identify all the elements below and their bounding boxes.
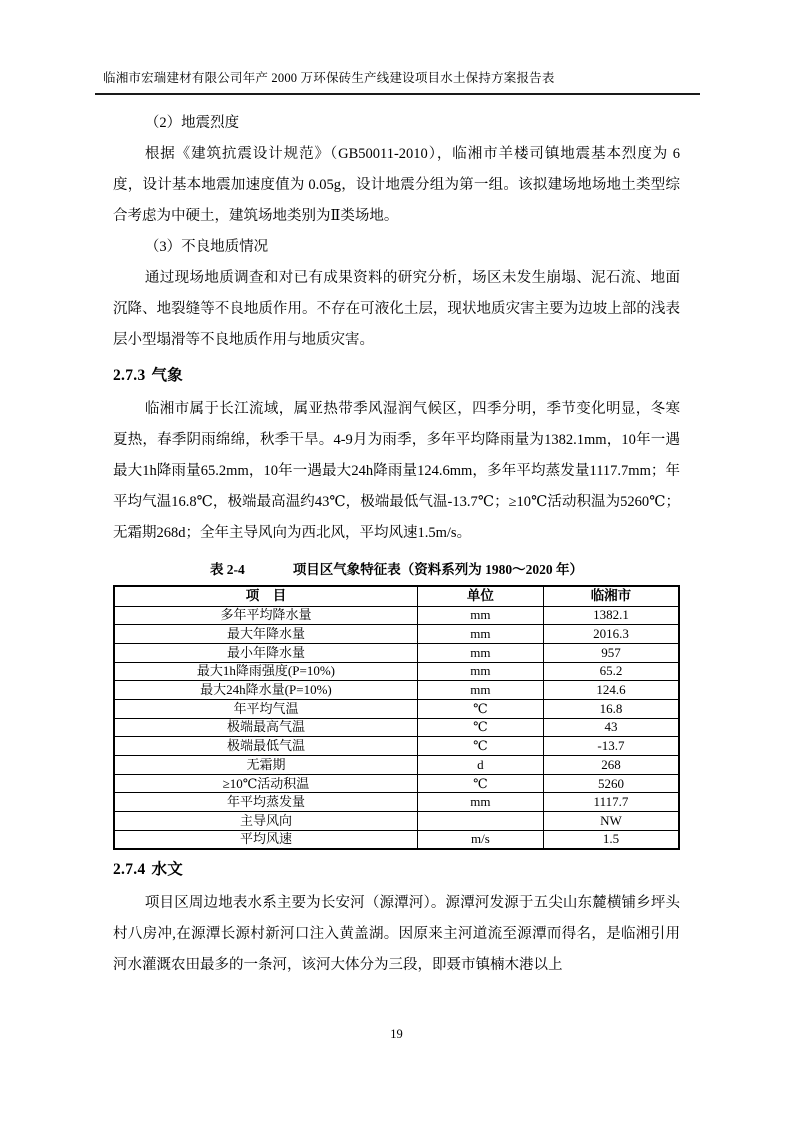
climate-characteristics-table (113, 585, 680, 850)
table-cell: 最大年降水量 (114, 625, 417, 644)
table-cell: 1382.1 (543, 606, 679, 625)
table-row (114, 793, 679, 812)
table-cell: 极端最高气温 (114, 718, 417, 737)
paragraph-hydrology: 项目区周边地表水系主要为长安河（源潭河）。源潭河发源于五尖山东麓横铺乡坪头村八房冲,在源潭长源村新河口注入黄盖湖。因原来主河道流至源潭而得名，是临湘引用河水灌溉农田最多的一条河，该河大体分为三段，即聂市镇楠木港以上 (113, 894, 680, 973)
table-cell: 无霜期 (114, 756, 417, 775)
table-cell: NW (543, 812, 679, 831)
table-cell: mm (417, 625, 543, 644)
table-cell: 最大24h降水量(P=10%) (114, 681, 417, 700)
table-cell: 平均风速 (114, 830, 417, 849)
heading-hydrology (113, 857, 680, 883)
table-cell: 16.8 (543, 699, 679, 718)
heading-meteorology-number: 2.7.3 (113, 367, 146, 384)
table-row (114, 643, 679, 662)
page-number: 19 (390, 1027, 403, 1041)
table-column-header: 项 目 (114, 586, 417, 606)
table-cell: ℃ (417, 718, 543, 737)
table-cell: 1117.7 (543, 793, 679, 812)
table-cell: mm (417, 606, 543, 625)
table-cell: ≥10℃活动积温 (114, 774, 417, 793)
table-row (114, 737, 679, 756)
heading-adverse-geology: （3）不良地质情况 (144, 239, 269, 255)
heading-meteorology-title: 气象 (151, 367, 184, 384)
table-cell (417, 812, 543, 831)
table-row (114, 812, 679, 831)
table-row (114, 718, 679, 737)
table-cell: 1.5 (543, 830, 679, 849)
table-cell: mm (417, 793, 543, 812)
table-cell: 极端最低气温 (114, 737, 417, 756)
table-row (114, 699, 679, 718)
table-row (114, 606, 679, 625)
heading-meteorology (113, 363, 680, 389)
table-cell: ℃ (417, 699, 543, 718)
heading-seismic-intensity: （2）地震烈度 (144, 115, 240, 131)
table-cell: 43 (543, 718, 679, 737)
page-content (113, 108, 680, 981)
table-cell: 年平均气温 (114, 699, 417, 718)
table-caption-title: 项目区气象特征表（资料系列为 1980～2020 年） (292, 562, 584, 577)
table-cell: 2016.3 (543, 625, 679, 644)
table-cell: 268 (543, 756, 679, 775)
table-cell: 多年平均降水量 (114, 606, 417, 625)
table-cell: d (417, 756, 543, 775)
table-row (114, 756, 679, 775)
table-cell: 年平均蒸发量 (114, 793, 417, 812)
table-column-header: 单位 (417, 586, 543, 606)
table-cell: mm (417, 643, 543, 662)
paragraph-geology: 通过现场地质调查和对已有成果资料的研究分析，场区未发生崩塌、泥石流、地面沉降、地裂缝等不良地质作用。不存在可液化土层，现状地质灾害主要为边坡上部的浅表层小型塌滑等不良地质作用与地质灾害。 (113, 270, 680, 348)
paragraph-meteorology: 临湘市属于长江流域，属亚热带季风湿润气候区，四季分明，季节变化明显，冬寒夏热，春季阴雨绵绵，秋季干旱。4-9月为雨季，多年平均降雨量为1382.1mm，10年一遇最大1h降雨量65.2mm，10年一遇最大24h降雨量124.6mm，多年平均蒸发量1117.7mm；年平均气温16.8℃，极端最高温约43℃，极端最低气温-13.7℃；≥10℃活动积温为5260℃；无霜期268d；全年主导风向为西北风，平均风速1.5m/s。 (113, 401, 680, 541)
running-header: 临湘市宏瑞建材有限公司年产 2000 万环保砖生产线建设项目水土保持方案报告表 (95, 68, 700, 95)
table-cell: mm (417, 662, 543, 681)
table-cell: 124.6 (543, 681, 679, 700)
table-header-row (114, 586, 679, 606)
table-cell: 65.2 (543, 662, 679, 681)
table-cell: 最大1h降雨强度(P=10%) (114, 662, 417, 681)
table-cell: 主导风向 (114, 812, 417, 831)
heading-hydrology-title: 水文 (151, 860, 184, 878)
table-cell: 957 (543, 643, 679, 662)
table-cell: -13.7 (543, 737, 679, 756)
table-row (114, 662, 679, 681)
table-cell: mm (417, 681, 543, 700)
paragraph-seismic: 根据《建筑抗震设计规范》（GB50011-2010），临湘市羊楼司镇地震基本烈度为 6 度，设计基本地震加速度值为 0.05g，设计地震分组为第一组。该拟建场地场地土类型综合考虑为中硬土，建筑场地类别为Ⅱ类场地。 (113, 146, 680, 224)
table-column-header: 临湘市 (543, 586, 679, 606)
table-row (114, 830, 679, 849)
table-cell: ℃ (417, 737, 543, 756)
table-cell: m/s (417, 830, 543, 849)
table-row (114, 774, 679, 793)
table-cell: ℃ (417, 774, 543, 793)
table-cell: 5260 (543, 774, 679, 793)
table-caption-label: 表 2-4 (209, 562, 245, 577)
table-row (114, 681, 679, 700)
heading-hydrology-number: 2.7.4 (113, 860, 146, 878)
table-caption (113, 558, 680, 578)
table-cell: 最小年降水量 (114, 643, 417, 662)
table-row (114, 625, 679, 644)
